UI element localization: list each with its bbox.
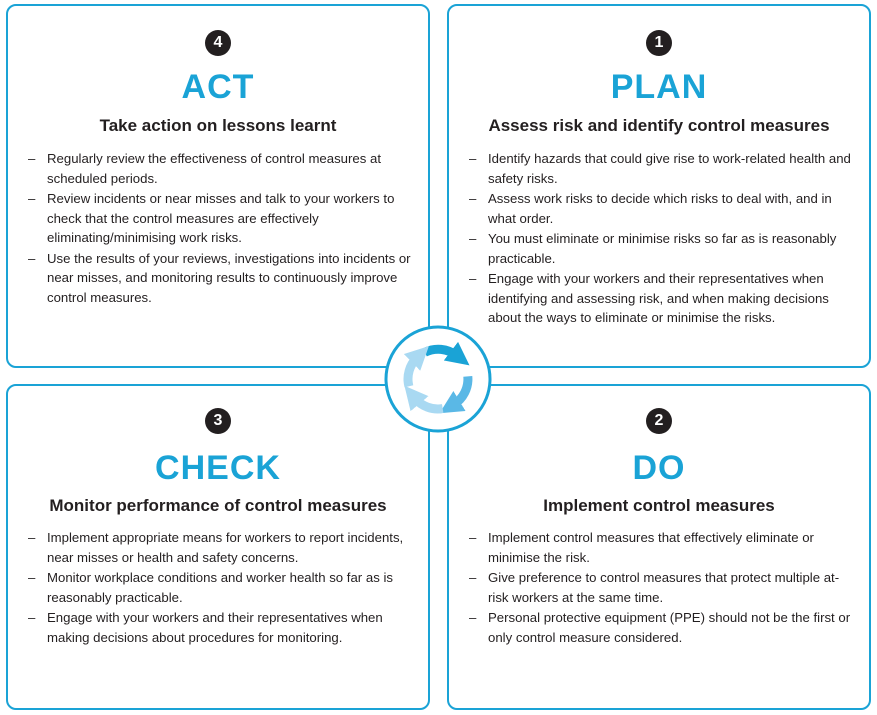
cycle-ring — [386, 327, 490, 431]
step-number-badge: 3 — [205, 408, 231, 434]
act-list — [28, 149, 412, 308]
check-list — [28, 528, 412, 648]
do-subtitle: Implement control measures — [543, 496, 775, 515]
plan-heading: PLAN — [610, 68, 708, 106]
do-list — [469, 528, 853, 648]
list-item: – Implement appropriate means for workers to report incidents, near misses or health and safety concerns. — [28, 528, 412, 567]
check-heading: CHECK — [155, 449, 281, 487]
plan-subtitle: Assess risk and identify control measures — [488, 116, 830, 135]
list-item: – You must eliminate or minimise risks so far as is reasonably practicable. — [469, 229, 853, 268]
list-item: – Monitor workplace conditions and worker health so far as is reasonably practicable. — [28, 568, 412, 607]
act-heading: ACT — [181, 68, 255, 106]
list-item: – Implement control measures that effectively eliminate or minimise the risk. — [469, 528, 853, 567]
list-item: – Identify hazards that could give rise to work-related health and safety risks. — [469, 149, 853, 188]
do-panel — [447, 384, 871, 710]
check-panel — [6, 384, 430, 710]
act-subtitle: Take action on lessons learnt — [99, 116, 337, 135]
list-item: – Personal protective equipment (PPE) should not be the first or only control measure considered. — [469, 608, 853, 647]
list-item: – Engage with your workers and their representatives when identifying and assessing risk, and when making decisions about the ways to eliminate or minimise the risks. — [469, 269, 853, 328]
step-number-badge: 2 — [646, 408, 672, 434]
check-subtitle: Monitor performance of control measures — [49, 496, 387, 515]
do-heading: DO — [632, 449, 686, 487]
circular-arrows-icon — [383, 324, 493, 434]
plan-list — [469, 149, 853, 329]
list-item: – Give preference to control measures that protect multiple at-risk workers at the same time. — [469, 568, 853, 607]
list-item: – Regularly review the effectiveness of control measures at scheduled periods. — [28, 149, 412, 188]
step-number-badge: 4 — [205, 30, 231, 56]
list-item: – Assess work risks to decide which risks to deal with, and in what order. — [469, 189, 853, 228]
list-item: – Use the results of your reviews, investigations into incidents or near misses, and monitoring results to continuously improve control measures. — [28, 249, 412, 308]
list-item: – Engage with your workers and their representatives when making decisions about procedures for monitoring. — [28, 608, 412, 647]
list-item: – Review incidents or near misses and talk to your workers to check that the control measures are effectively eliminating/minimising work risks. — [28, 189, 412, 248]
step-number-badge: 1 — [646, 30, 672, 56]
act-panel — [6, 4, 430, 368]
plan-panel — [447, 4, 871, 368]
